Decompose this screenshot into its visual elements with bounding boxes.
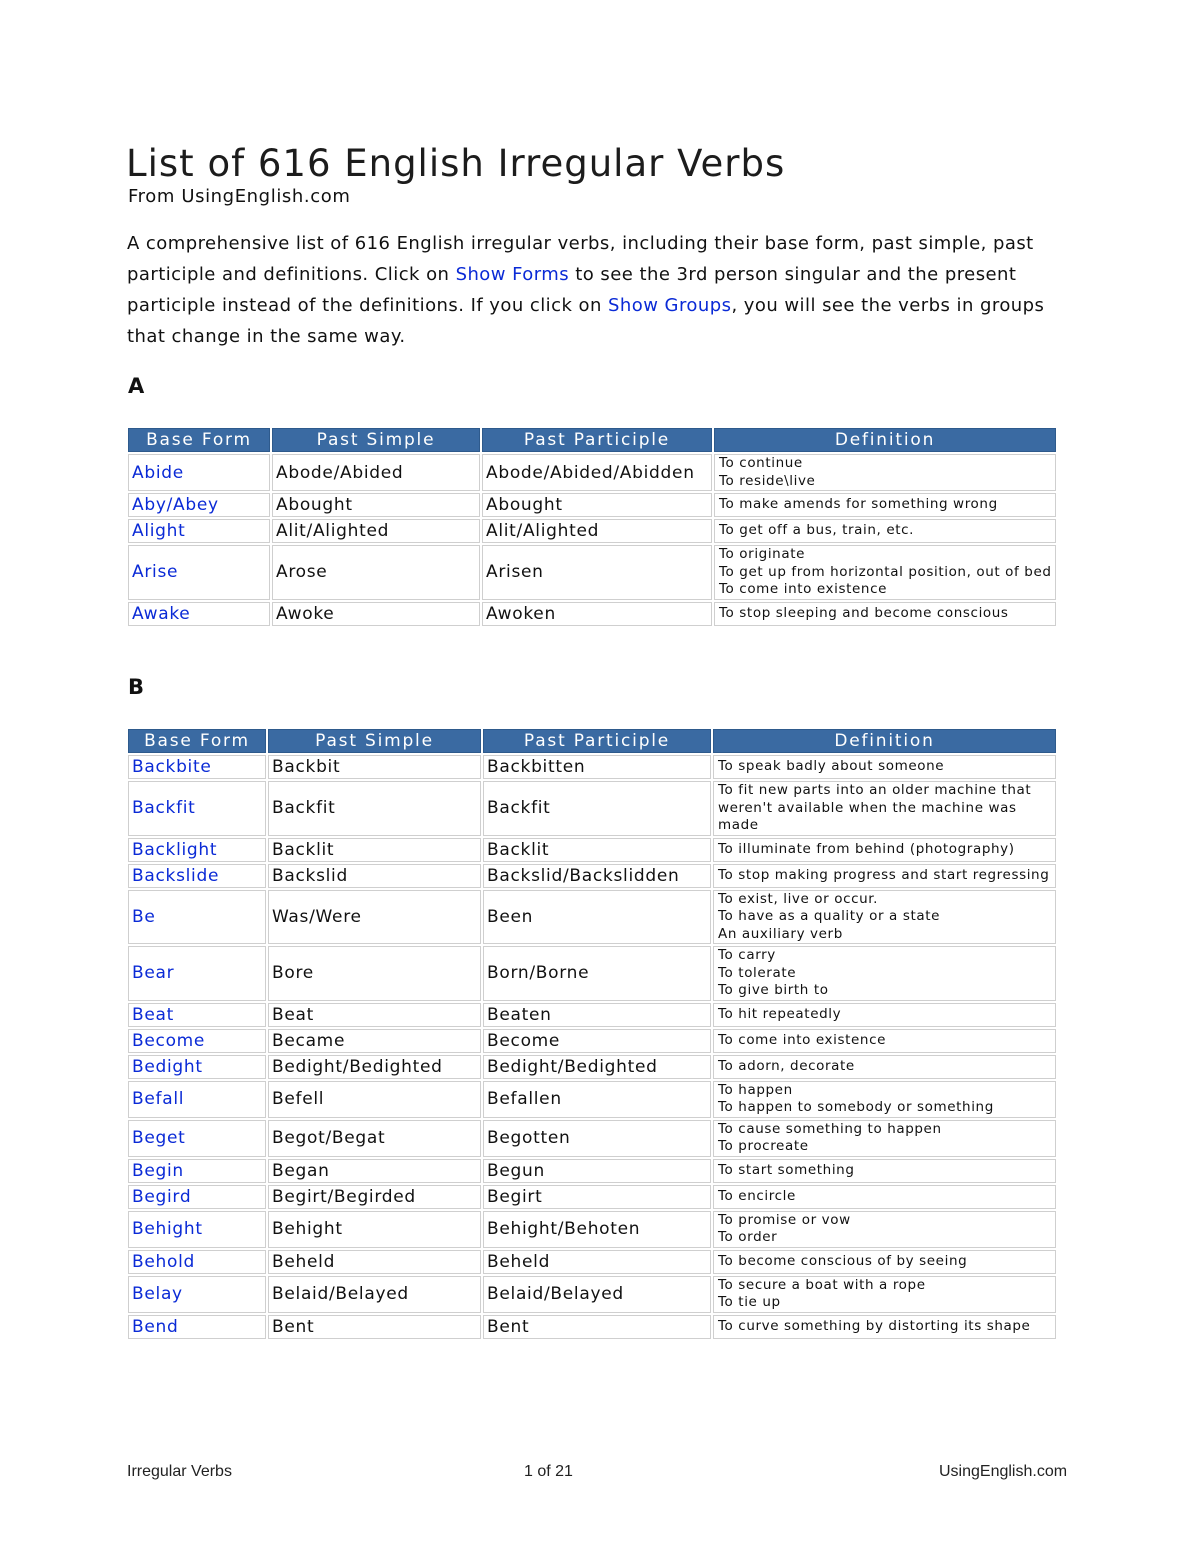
verb-past-participle: Beaten [483, 1003, 711, 1027]
verb-past-participle: Begirt [483, 1185, 711, 1209]
table-row [128, 1120, 1056, 1157]
verb-base-form[interactable]: Bend [128, 1315, 266, 1339]
verb-definition: To adorn, decorate [713, 1055, 1056, 1079]
table-row [128, 1250, 1056, 1274]
table-row [128, 1211, 1056, 1248]
verb-past-participle: Awoken [482, 602, 712, 626]
verb-past-simple: Begot/Begat [268, 1120, 481, 1157]
verb-past-participle: Backfit [483, 781, 711, 836]
intro-text-3: , you will see the verbs in groups that change in the same way. [127, 295, 1045, 347]
table-row [128, 454, 1056, 491]
verb-base-form[interactable]: Backbite [128, 755, 266, 779]
page-title: List of 616 English Irregular Verbs [126, 142, 786, 185]
verb-base-form[interactable]: Abide [128, 454, 270, 491]
table-header-row [128, 729, 1056, 753]
verb-past-participle: Befallen [483, 1081, 711, 1118]
column-header-past-simple: Past Simple [268, 729, 481, 753]
verb-definition: To cause something to happen To procreate [713, 1120, 1056, 1157]
verbs-table-a [126, 426, 1058, 628]
verb-past-participle: Backslid/Backslidden [483, 864, 711, 888]
verb-definition: To promise or vow To order [713, 1211, 1056, 1248]
verb-past-participle: Behight/Behoten [483, 1211, 711, 1248]
verbs-table-b [126, 727, 1058, 1341]
verb-definition: To make amends for something wrong [714, 493, 1056, 517]
table-row [128, 864, 1056, 888]
table-row [128, 493, 1056, 517]
verb-definition: To exist, live or occur. To have as a quality or a state An auxiliary verb [713, 890, 1056, 945]
verb-base-form[interactable]: Backslide [128, 864, 266, 888]
verb-base-form[interactable]: Belay [128, 1276, 266, 1313]
verb-past-simple: Became [268, 1029, 481, 1053]
column-header-base-form: Base Form [128, 729, 266, 753]
intro-text-2: to see the 3rd person singular and the present participle instead of the definitions. If you click on [127, 264, 1017, 316]
table-row [128, 1159, 1056, 1183]
verb-base-form[interactable]: Aby/Abey [128, 493, 270, 517]
verb-past-simple: Alit/Alighted [272, 519, 480, 543]
column-header-definition: Definition [714, 428, 1056, 452]
verb-definition: To carry To tolerate To give birth to [713, 946, 1056, 1001]
column-header-base-form: Base Form [128, 428, 270, 452]
verb-base-form[interactable]: Alight [128, 519, 270, 543]
verb-base-form[interactable]: Bedight [128, 1055, 266, 1079]
verb-past-simple: Backlit [268, 838, 481, 862]
footer-left: Irregular Verbs [127, 1463, 232, 1480]
column-header-definition: Definition [713, 729, 1056, 753]
verb-past-simple: Abought [272, 493, 480, 517]
verb-past-participle: Beheld [483, 1250, 711, 1274]
table-row [128, 890, 1056, 945]
verb-past-simple: Bent [268, 1315, 481, 1339]
verb-base-form[interactable]: Backfit [128, 781, 266, 836]
verb-base-form[interactable]: Behold [128, 1250, 266, 1274]
column-header-past-simple: Past Simple [272, 428, 480, 452]
verb-base-form[interactable]: Begin [128, 1159, 266, 1183]
table-row [128, 545, 1056, 600]
verb-past-simple: Beat [268, 1003, 481, 1027]
verb-base-form[interactable]: Become [128, 1029, 266, 1053]
verb-definition: To speak badly about someone [713, 755, 1056, 779]
verb-past-participle: Begotten [483, 1120, 711, 1157]
verb-past-simple: Backbit [268, 755, 481, 779]
verb-past-simple: Backslid [268, 864, 481, 888]
verb-past-simple: Arose [272, 545, 480, 600]
verb-definition: To come into existence [713, 1029, 1056, 1053]
table-row [128, 946, 1056, 1001]
table-row [128, 1029, 1056, 1053]
verb-definition: To illuminate from behind (photography) [713, 838, 1056, 862]
verb-past-simple: Awoke [272, 602, 480, 626]
verb-definition: To curve something by distorting its shape [713, 1315, 1056, 1339]
verb-definition: To stop making progress and start regressing [713, 864, 1056, 888]
verb-definition: To become conscious of by seeing [713, 1250, 1056, 1274]
table-row [128, 1315, 1056, 1339]
table-row [128, 781, 1056, 836]
verb-past-participle: Abought [482, 493, 712, 517]
verb-past-participle: Abode/Abided/Abidden [482, 454, 712, 491]
verb-past-simple: Was/Were [268, 890, 481, 945]
verb-base-form[interactable]: Befall [128, 1081, 266, 1118]
verb-definition: To get off a bus, train, etc. [714, 519, 1056, 543]
verb-base-form[interactable]: Backlight [128, 838, 266, 862]
verb-past-participle: Backlit [483, 838, 711, 862]
verb-definition: To continue To reside\live [714, 454, 1056, 491]
footer-right: UsingEnglish.com [939, 1463, 1068, 1480]
section-heading-a: A [128, 374, 145, 398]
table-row [128, 1055, 1056, 1079]
verb-base-form[interactable]: Begird [128, 1185, 266, 1209]
verb-definition: To encircle [713, 1185, 1056, 1209]
table-row [128, 519, 1056, 543]
intro-text-1: A comprehensive list of 616 English irregular verbs, including their base form, past simple, past participle and definitions. Click on [127, 233, 1034, 285]
section-heading-b: B [128, 675, 145, 699]
verb-past-simple: Bedight/Bedighted [268, 1055, 481, 1079]
footer-page-number: 1 of 21 [524, 1463, 573, 1480]
verb-definition: To start something [713, 1159, 1056, 1183]
verb-definition: To secure a boat with a rope To tie up [713, 1276, 1056, 1313]
table-row [128, 1003, 1056, 1027]
verb-past-participle: Become [483, 1029, 711, 1053]
source-subtitle: From UsingEnglish.com [128, 186, 351, 207]
verb-definition: To hit repeatedly [713, 1003, 1056, 1027]
verb-past-participle: Backbitten [483, 755, 711, 779]
verb-base-form[interactable]: Beat [128, 1003, 266, 1027]
table-header-row [128, 428, 1056, 452]
table-row [128, 838, 1056, 862]
verb-past-participle: Arisen [482, 545, 712, 600]
column-header-past-participle: Past Participle [482, 428, 712, 452]
verb-definition: To happen To happen to somebody or something [713, 1081, 1056, 1118]
verb-past-simple: Begirt/Begirded [268, 1185, 481, 1209]
verb-past-simple: Befell [268, 1081, 481, 1118]
verb-base-form[interactable]: Be [128, 890, 266, 945]
verb-base-form[interactable]: Beget [128, 1120, 266, 1157]
verb-definition: To stop sleeping and become conscious [714, 602, 1056, 626]
show-forms-link[interactable]: Show Forms [455, 264, 570, 285]
verb-definition: To originate To get up from horizontal position, out of bed To come into existence [714, 545, 1056, 600]
verb-past-participle: Been [483, 890, 711, 945]
verb-past-participle: Bent [483, 1315, 711, 1339]
verb-past-participle: Bedight/Bedighted [483, 1055, 711, 1079]
verb-base-form[interactable]: Behight [128, 1211, 266, 1248]
verb-past-participle: Belaid/Belayed [483, 1276, 711, 1313]
verb-definition: To fit new parts into an older machine that weren't available when the machine was made [713, 781, 1056, 836]
verb-past-simple: Belaid/Belayed [268, 1276, 481, 1313]
intro-paragraph [127, 228, 1057, 352]
table-row [128, 755, 1056, 779]
verb-past-participle: Born/Borne [483, 946, 711, 1001]
verb-past-simple: Beheld [268, 1250, 481, 1274]
verb-past-participle: Begun [483, 1159, 711, 1183]
verb-past-simple: Backfit [268, 781, 481, 836]
verb-past-simple: Began [268, 1159, 481, 1183]
table-row [128, 1276, 1056, 1313]
verb-base-form[interactable]: Awake [128, 602, 270, 626]
verb-base-form[interactable]: Bear [128, 946, 266, 1001]
table-row [128, 602, 1056, 626]
column-header-past-participle: Past Participle [483, 729, 711, 753]
verb-past-participle: Alit/Alighted [482, 519, 712, 543]
table-row [128, 1081, 1056, 1118]
show-groups-link[interactable]: Show Groups [608, 295, 732, 316]
table-row [128, 1185, 1056, 1209]
verb-past-simple: Bore [268, 946, 481, 1001]
verb-past-simple: Behight [268, 1211, 481, 1248]
verb-base-form[interactable]: Arise [128, 545, 270, 600]
verb-past-simple: Abode/Abided [272, 454, 480, 491]
